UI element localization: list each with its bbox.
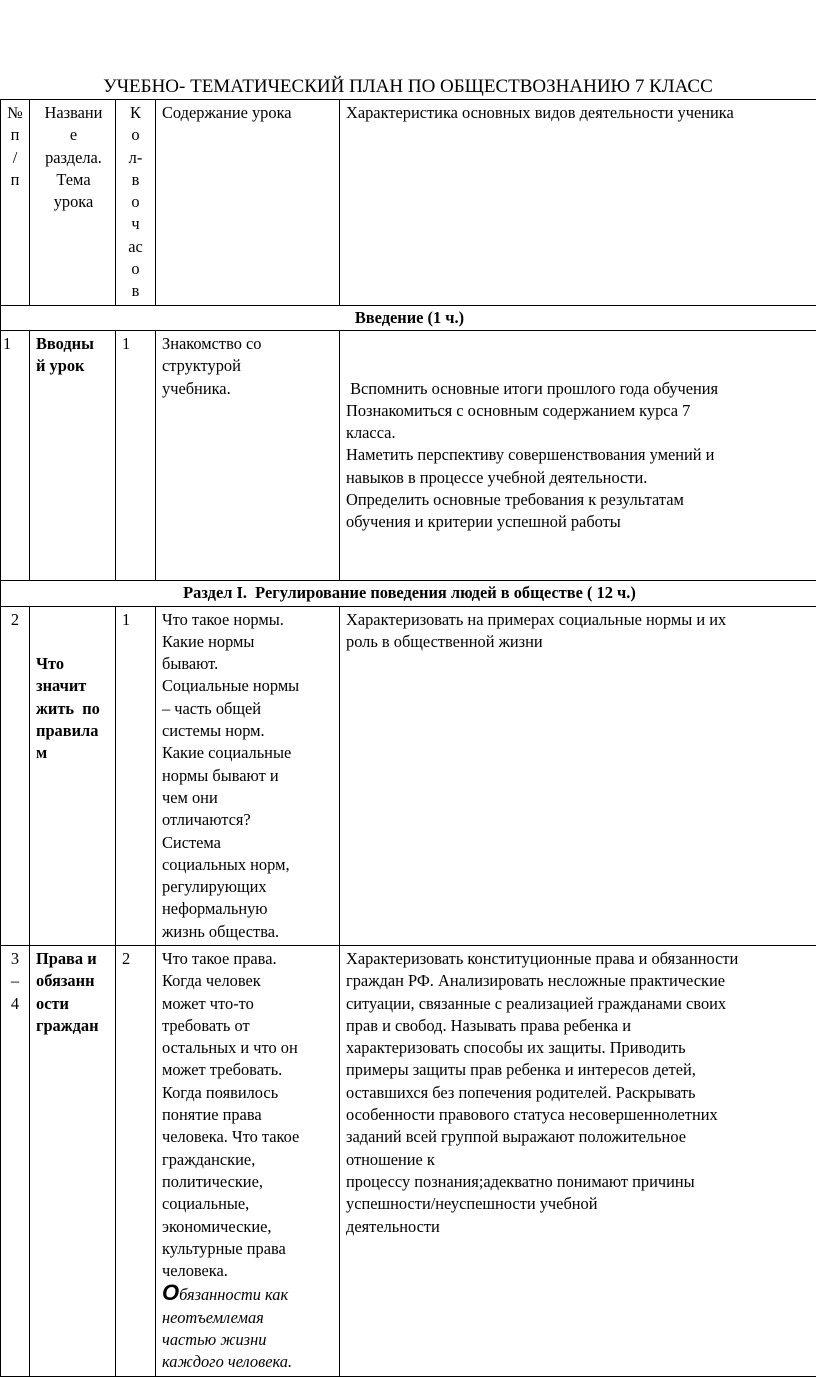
row-number: 1	[1, 330, 30, 580]
section-title-regulation: Раздел I. Регулирование поведения людей в обществе ( 12 ч.)	[1, 581, 816, 606]
row-content: Что такое права. Когда человек может что-то требовать от остальных и что он может требовать. Когда появилось понятие права человека. Что такое гражданские, политические, социальные, экономические, культурные права человека. Обязанности как неотъемлемая частью жизни каждого человека.	[156, 945, 340, 1376]
section-title-intro: Введение (1 ч.)	[1, 305, 816, 330]
table-header-row	[1, 100, 816, 306]
row-hours: 2	[116, 945, 156, 1376]
row-hours: 1	[116, 330, 156, 580]
header-hours: К о л- в о ч ас о в	[116, 100, 156, 306]
section-row-intro	[1, 305, 816, 330]
row-characteristic: Вспомнить основные итоги прошлого года обучения Познакомиться с основным содержанием курса 7 класса. Наметить перспективу совершенствования умений и навыков в процессе учебной деятельности. Определить основные требования к результатам обучения и критерии успешной работы	[340, 330, 816, 580]
row-number: 3 – 4	[1, 945, 30, 1376]
header-number: № п / п	[1, 100, 30, 306]
section-row-1	[1, 581, 816, 606]
row-content: Что такое нормы. Какие нормы бывают. Социальные нормы – часть общей системы норм. Какие социальные нормы бывают и чем они отличаются? Система социальных норм, регулирующих неформальную жизнь общества.	[156, 606, 340, 945]
row-characteristic: Характеризовать на примерах социальные нормы и их роль в общественной жизни	[340, 606, 816, 945]
document-title: УЧЕБНО- ТЕМАТИЧЕСКИЙ ПЛАН ПО ОБЩЕСТВОЗНАНИЮ 7 КЛАСС	[0, 76, 816, 98]
obligations-note: Обязанности как	[162, 1282, 335, 1306]
row-content: Знакомство со структурой учебника.	[156, 330, 340, 580]
row-number: 2	[1, 606, 30, 945]
row-topic: Права и обязанн ости граждан	[30, 945, 116, 1376]
header-section-topic: Названи е раздела. Тема урока	[30, 100, 116, 306]
header-characteristic: Характеристика основных видов деятельности ученика	[340, 100, 816, 306]
thematic-plan-table	[0, 99, 816, 1377]
table-row	[1, 945, 816, 1376]
table-row	[1, 330, 816, 580]
table-row	[1, 606, 816, 945]
row-topic: Что значит жить по правила м	[30, 606, 116, 945]
header-content: Содержание урока	[156, 100, 340, 306]
row-topic: Вводны й урок	[30, 330, 116, 580]
row-hours: 1	[116, 606, 156, 945]
row-characteristic: Характеризовать конституционные права и обязанности граждан РФ. Анализировать несложные практические ситуации, связанные с реализацией гражданами своих прав и свобод. Называть права ребенка и характеризовать способы их защиты. Приводить примеры защиты прав ребенка и интересов детей, оставшихся без попечения родителей. Раскрывать особенности правового статуса несовершеннолетних заданий всей группой выражают положительное отношение к процессу познания;адекватно понимают причины успешности/неуспешности учебной деятельности	[340, 945, 816, 1376]
